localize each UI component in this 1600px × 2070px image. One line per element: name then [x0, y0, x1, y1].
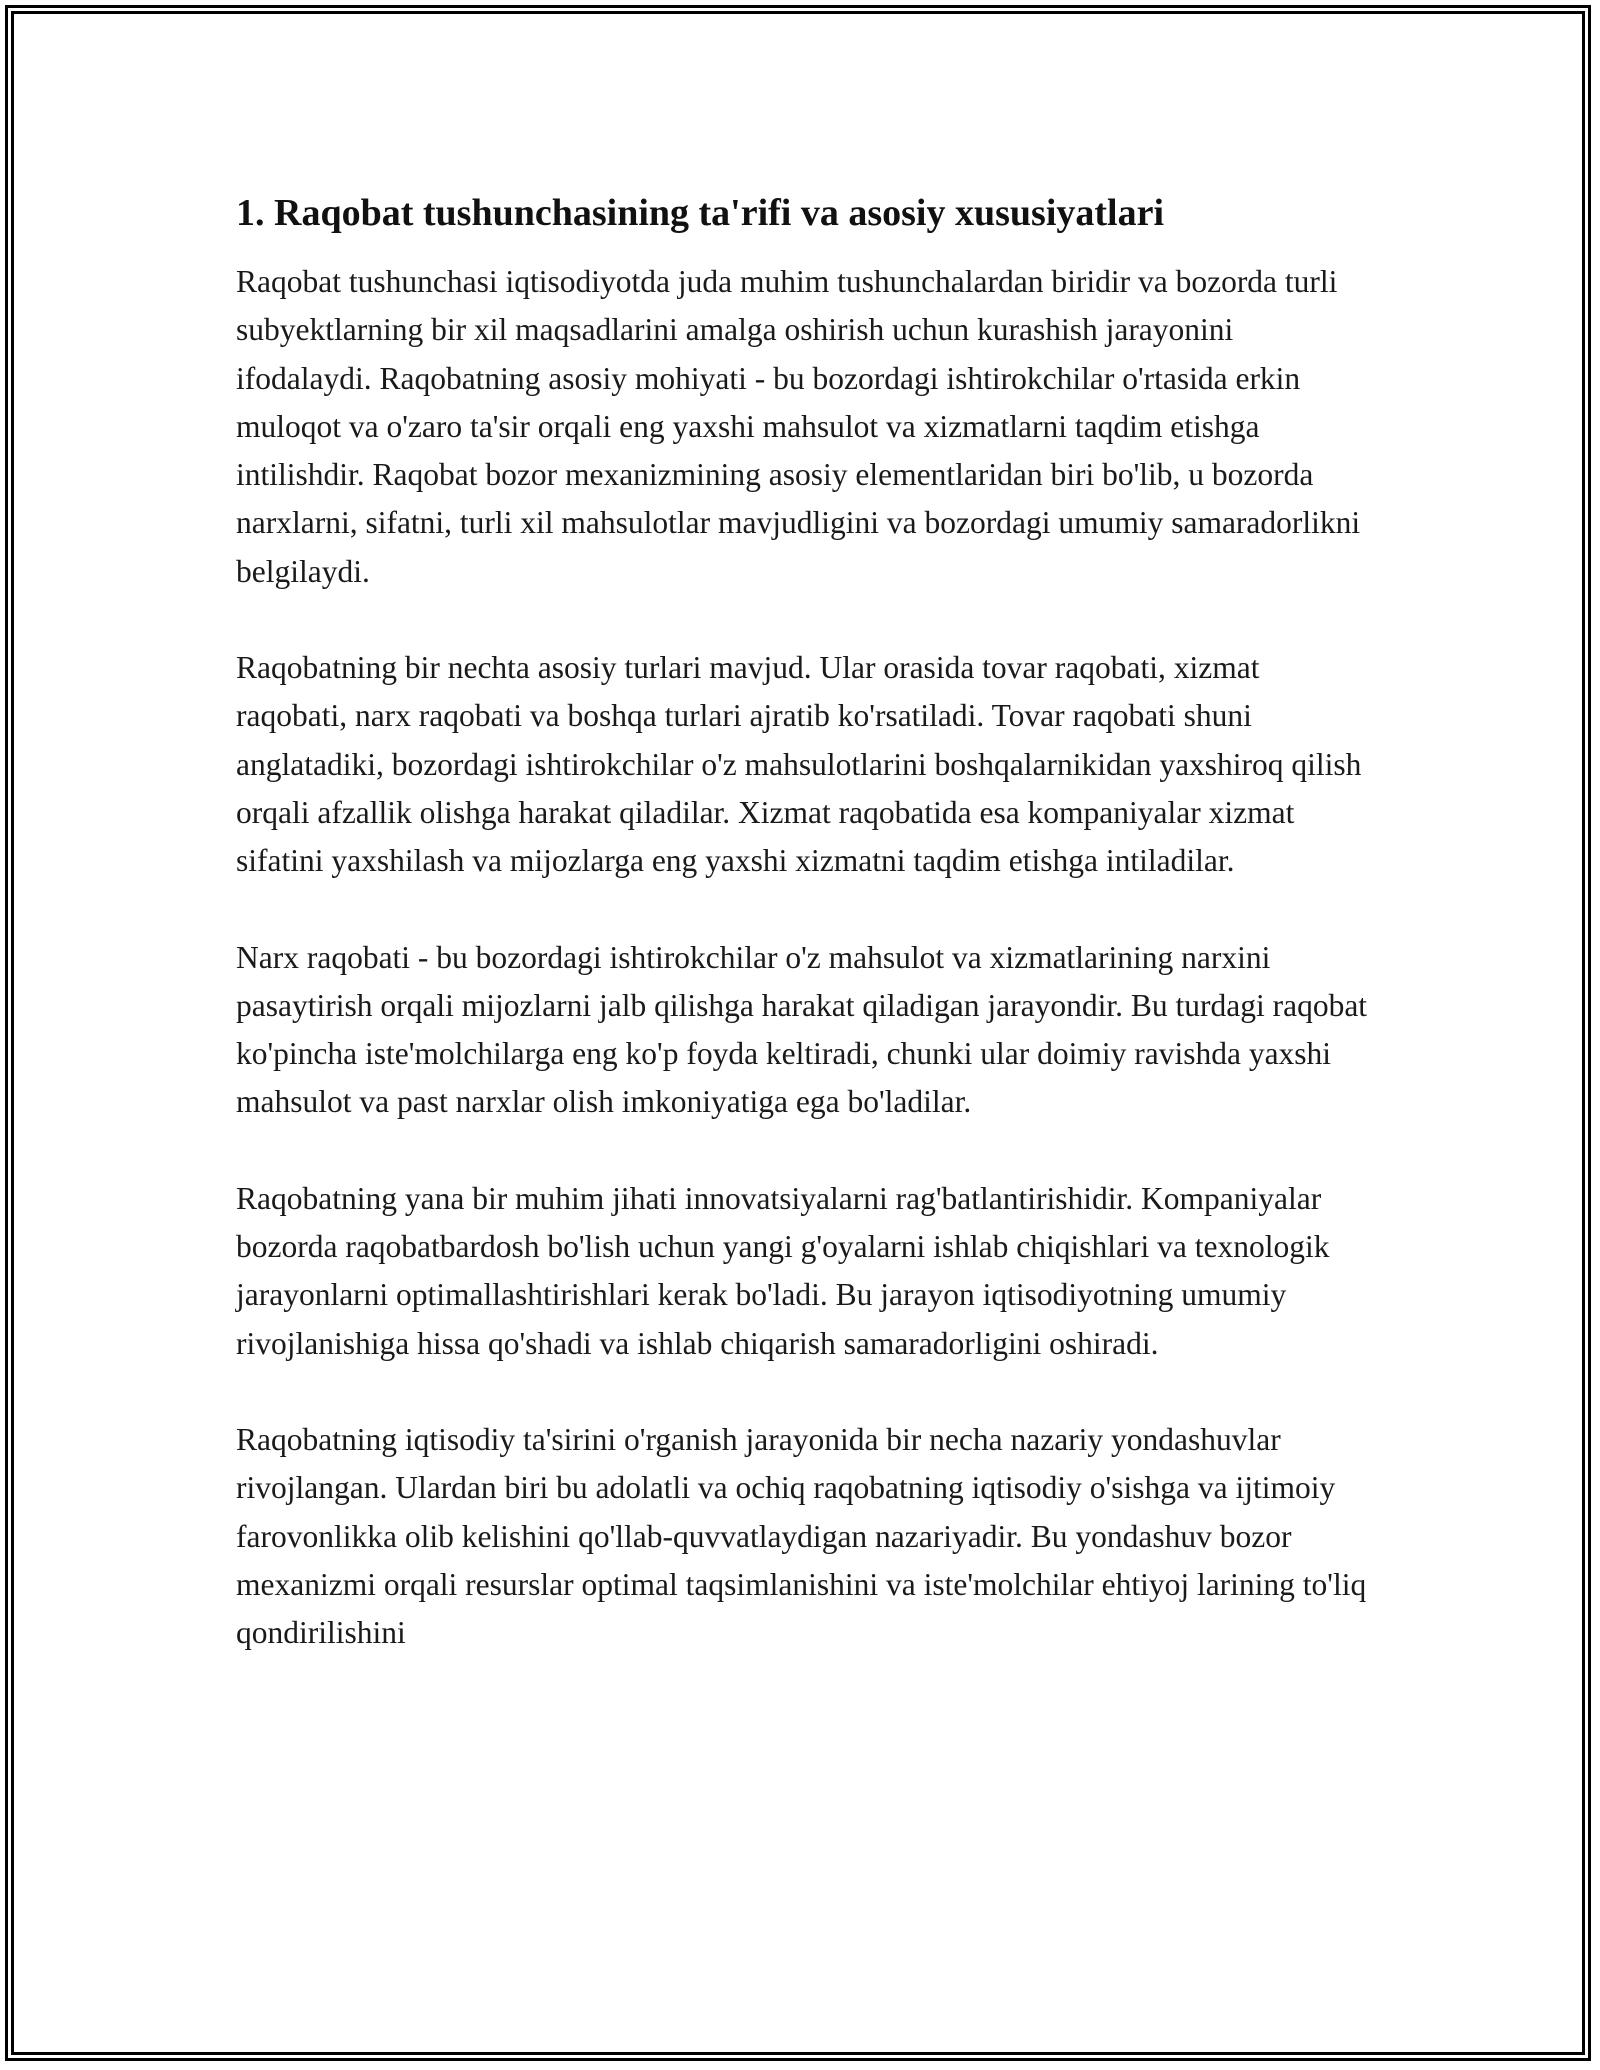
paragraph-5: Raqobatning iqtisodiy ta'sirini o'rganish jarayonida bir necha nazariy yondashuvlar rivojlangan. Ulardan biri bu adolatli va ochiq raqobatning iqtisodiy o'sishga va ijtimoiy farovonlikka olib kelishini qo'llab-quvvatlaydigan nazariyadir. Bu yondashuv bozor mexanizmi orqali resurslar optimal taqsimlanishini va iste'molchilar ehtiyoj larining to'liq qondirilishini	[236, 1421, 1367, 1651]
paragraph-3: Narx raqobati - bu bozordagi ishtirokchilar o'z mahsulot va xizmatlarining narxini pasaytirish orqali mijozlarni jalb qilishga harakat qiladigan jarayondir. Bu turdagi raqobat ko'pincha iste'molchilarga eng ko'p foyda keltiradi, chunki ular doimiy ravishda yaxshi mahsulot va past narxlar olish imkoniyatiga ega bo'ladilar.	[236, 939, 1368, 1120]
section-heading: 1. Raqobat tushunchasining ta'rifi va asosiy xususiyatlari	[236, 192, 1165, 234]
document-body	[236, 186, 1376, 1705]
paragraph-1: Raqobat tushunchasi iqtisodiyotda juda muhim tushunchalardan biridir va bozorda turli subyektlarning bir xil maqsadlarini amalga oshirish uchun kurashish jarayonini ifodalaydi. Raqobatning asosiy mohiyati - bu bozordagi ishtirokchilar o'rtasida erkin muloqot va o'zaro ta'sir orqali eng yaxshi mahsulot va xizmatlarni taqdim etishga intilishdir. Raqobat bozor mexanizmining asosiy elementlaridan biri bo'lib, u bozorda narxlarni, sifatni, turli xil mahsulotlar mavjudligini va bozordagi umumiy samaradorlikni belgilaydi.	[236, 264, 1361, 589]
paragraph-2: Raqobatning bir nechta asosiy turlari mavjud. Ular orasida tovar raqobati, xizmat raqobati, narx raqobati va boshqa turlari ajratib ko'rsatiladi. Tovar raqobati shuni anglatadiki, bozordagi ishtirokchilar o'z mahsulotlarini boshqalarnikidan yaxshiroq qilish orqali afzallik olishga harakat qiladilar. Xizmat raqobatida esa kompaniyalar xizmat sifatini yaxshilash va mijozlarga eng yaxshi xizmatni taqdim etishga intiladilar.	[236, 650, 1362, 879]
paragraph-4: Raqobatning yana bir muhim jihati innovatsiyalarni rag'batlantirishidir. Kompaniyalar bozorda raqobatbardosh bo'lish uchun yangi g'oyalarni ishlab chiqishlari va texnologik jarayonlarni optimallashtirishlari kerak bo'ladi. Bu jarayon iqtisodiyotning umumiy rivojlanishiga hissa qo'shadi va ishlab chiqarish samaradorligini oshiradi.	[236, 1180, 1330, 1361]
